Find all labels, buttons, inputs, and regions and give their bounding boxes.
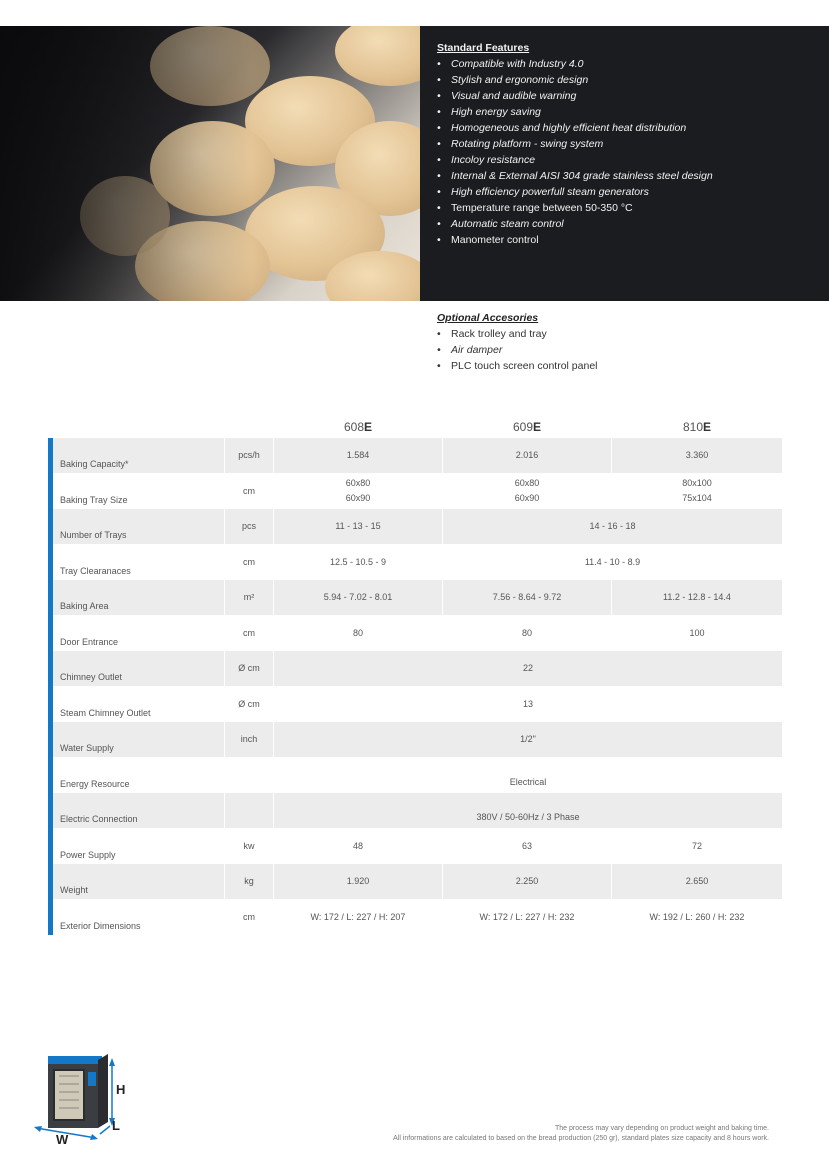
features-item: • Automatic steam control bbox=[437, 216, 817, 232]
spec-row bbox=[53, 793, 782, 828]
spec-value: 72 bbox=[691, 840, 702, 851]
spec-unit: inch bbox=[225, 722, 273, 757]
spec-label: Steam Chimney Outlet bbox=[60, 707, 151, 718]
spec-value-line: 60x80 bbox=[345, 478, 371, 488]
spec-row bbox=[53, 900, 782, 935]
spec-label: Number of Trays bbox=[53, 509, 224, 544]
spec-value-line: 60x90 bbox=[345, 493, 371, 503]
spec-unit: pcs/h bbox=[225, 438, 273, 473]
features-item: • Compatible with Industry 4.0 bbox=[437, 56, 817, 72]
spec-value-line: 80x100 bbox=[682, 478, 712, 488]
spec-label: Energy Resource bbox=[60, 778, 130, 789]
features-item: • High energy saving bbox=[437, 104, 817, 120]
optional-item: • PLC touch screen control panel bbox=[437, 358, 817, 374]
spec-value bbox=[612, 474, 782, 509]
spec-value: 100 bbox=[689, 627, 705, 638]
spec-row bbox=[53, 687, 782, 722]
standard-features-list bbox=[437, 56, 817, 248]
spec-value: 13 bbox=[522, 698, 533, 709]
spec-label: Baking Area bbox=[53, 580, 224, 615]
spec-value: 7.56 - 8.64 - 9.72 bbox=[443, 580, 611, 615]
spec-row bbox=[53, 864, 782, 899]
spec-label: Baking Tray Size bbox=[60, 494, 128, 505]
spec-unit bbox=[225, 793, 273, 828]
footnote-calculation: All informations are calculated to based on the bread production (250 gr), standard plates size capacity and 8 hours work. bbox=[393, 1135, 769, 1142]
oven-control-panel bbox=[88, 1072, 96, 1086]
spec-unit: pcs bbox=[225, 509, 273, 544]
spec-unit: Ø cm bbox=[225, 651, 273, 686]
spec-value: 2.250 bbox=[443, 864, 611, 899]
spec-value: 12.5 - 10.5 - 9 bbox=[329, 556, 387, 567]
oven-top-panel bbox=[48, 1056, 102, 1064]
spec-label: Weight bbox=[53, 864, 224, 899]
spec-value: 22 bbox=[274, 651, 782, 686]
spec-value: 1.584 bbox=[274, 438, 442, 473]
spec-row bbox=[53, 580, 782, 615]
spec-value: 80 bbox=[521, 627, 532, 638]
dimension-w-label: W bbox=[56, 1132, 69, 1147]
spec-unit: cm bbox=[243, 627, 255, 638]
spec-label: Power Supply bbox=[60, 849, 116, 860]
spec-unit bbox=[225, 758, 273, 793]
footnotes bbox=[393, 1124, 769, 1144]
spec-label: Exterior Dimensions bbox=[60, 920, 141, 931]
spec-label: Door Entrance bbox=[60, 636, 119, 647]
spec-value-line: 75x104 bbox=[682, 493, 712, 503]
optional-accessories-list bbox=[437, 326, 817, 374]
spec-value: 380V / 50-60Hz / 3 Phase bbox=[274, 793, 782, 828]
spec-unit: m² bbox=[225, 580, 273, 615]
spec-value-line: 60x90 bbox=[514, 493, 540, 503]
dimension-h-label: H bbox=[116, 1082, 126, 1097]
optional-item: • Rack trolley and tray bbox=[437, 326, 817, 342]
spec-row bbox=[53, 438, 782, 473]
features-item: • Stylish and ergonomic design bbox=[437, 72, 817, 88]
spec-value: 63 bbox=[521, 840, 532, 851]
spec-value: 11.2 - 12.8 - 14.4 bbox=[612, 580, 782, 615]
spec-value: 3.360 bbox=[612, 438, 782, 473]
optional-accessories-title: Optional Accesories bbox=[437, 312, 539, 324]
hero-banner bbox=[0, 26, 829, 301]
features-item: • Temperature range between 50-350 °C bbox=[437, 200, 817, 216]
features-item: • High efficiency powerfull steam generators bbox=[437, 184, 817, 200]
optional-accessories bbox=[437, 312, 817, 374]
spec-row bbox=[53, 651, 782, 686]
spec-unit: kg bbox=[225, 864, 273, 899]
spec-value: 1.920 bbox=[274, 864, 442, 899]
spec-label: Water Supply bbox=[53, 722, 224, 757]
spec-value: 1/2" bbox=[274, 722, 782, 757]
features-item: • Rotating platform - swing system bbox=[437, 136, 817, 152]
spec-value: 11 - 13 - 15 bbox=[274, 509, 442, 544]
bread-dough-photo bbox=[0, 26, 420, 301]
model-header-608e: 608E bbox=[343, 420, 373, 434]
spec-label: Electric Connection bbox=[53, 793, 224, 828]
spec-row bbox=[53, 545, 782, 580]
features-item: • Homogeneous and highly efficient heat distribution bbox=[437, 120, 817, 136]
spec-value: 14 - 16 - 18 bbox=[443, 509, 782, 544]
spec-unit: cm bbox=[243, 556, 255, 567]
model-header-609e: 609E bbox=[512, 420, 542, 434]
spec-unit: cm bbox=[243, 911, 255, 922]
spec-row bbox=[53, 722, 782, 757]
features-item: • Incoloy resistance bbox=[437, 152, 817, 168]
oven-door bbox=[54, 1070, 84, 1120]
spec-row bbox=[53, 758, 782, 793]
spec-value: W: 192 / L: 260 / H: 232 bbox=[649, 911, 745, 922]
spec-value: 11.4 - 10 - 8.9 bbox=[584, 556, 641, 567]
length-arrow bbox=[100, 1126, 110, 1134]
footnote-process: The process may vary depending on product weight and baking time. bbox=[554, 1125, 769, 1132]
spec-label: Tray Clearanaces bbox=[60, 565, 131, 576]
spec-value: 48 bbox=[352, 840, 363, 851]
spec-value: 5.94 - 7.02 - 8.01 bbox=[274, 580, 442, 615]
spec-unit: Ø cm bbox=[238, 698, 260, 709]
spec-row bbox=[53, 616, 782, 651]
spec-value: 80 bbox=[352, 627, 363, 638]
features-item: • Manometer control bbox=[437, 232, 817, 248]
dimension-l-label: L bbox=[112, 1118, 120, 1133]
spec-value bbox=[443, 474, 611, 509]
spec-label: Baking Capacity* bbox=[53, 438, 224, 473]
spec-value: Electrical bbox=[509, 776, 547, 787]
spec-row bbox=[53, 474, 782, 509]
spec-unit: cm bbox=[243, 485, 255, 496]
spec-label: Chimney Outlet bbox=[53, 651, 224, 686]
model-header-810e: 810E bbox=[682, 420, 712, 434]
oven-dimensions-diagram bbox=[30, 1050, 140, 1160]
spec-value bbox=[274, 474, 442, 509]
spec-unit: kw bbox=[243, 840, 255, 851]
spec-value: 2.650 bbox=[612, 864, 782, 899]
spec-value-line: 60x80 bbox=[514, 478, 540, 488]
spec-row bbox=[53, 509, 782, 544]
spec-value: 2.016 bbox=[443, 438, 611, 473]
spec-row bbox=[53, 829, 782, 864]
standard-features bbox=[437, 42, 817, 248]
spec-value: W: 172 / L: 227 / H: 232 bbox=[479, 911, 575, 922]
standard-features-title: Standard Features bbox=[437, 42, 530, 54]
features-item: • Internal & External AISI 304 grade stainless steel design bbox=[437, 168, 817, 184]
spec-value: W: 172 / L: 227 / H: 207 bbox=[310, 911, 406, 922]
features-item: • Visual and audible warning bbox=[437, 88, 817, 104]
optional-item: • Air damper bbox=[437, 342, 817, 358]
